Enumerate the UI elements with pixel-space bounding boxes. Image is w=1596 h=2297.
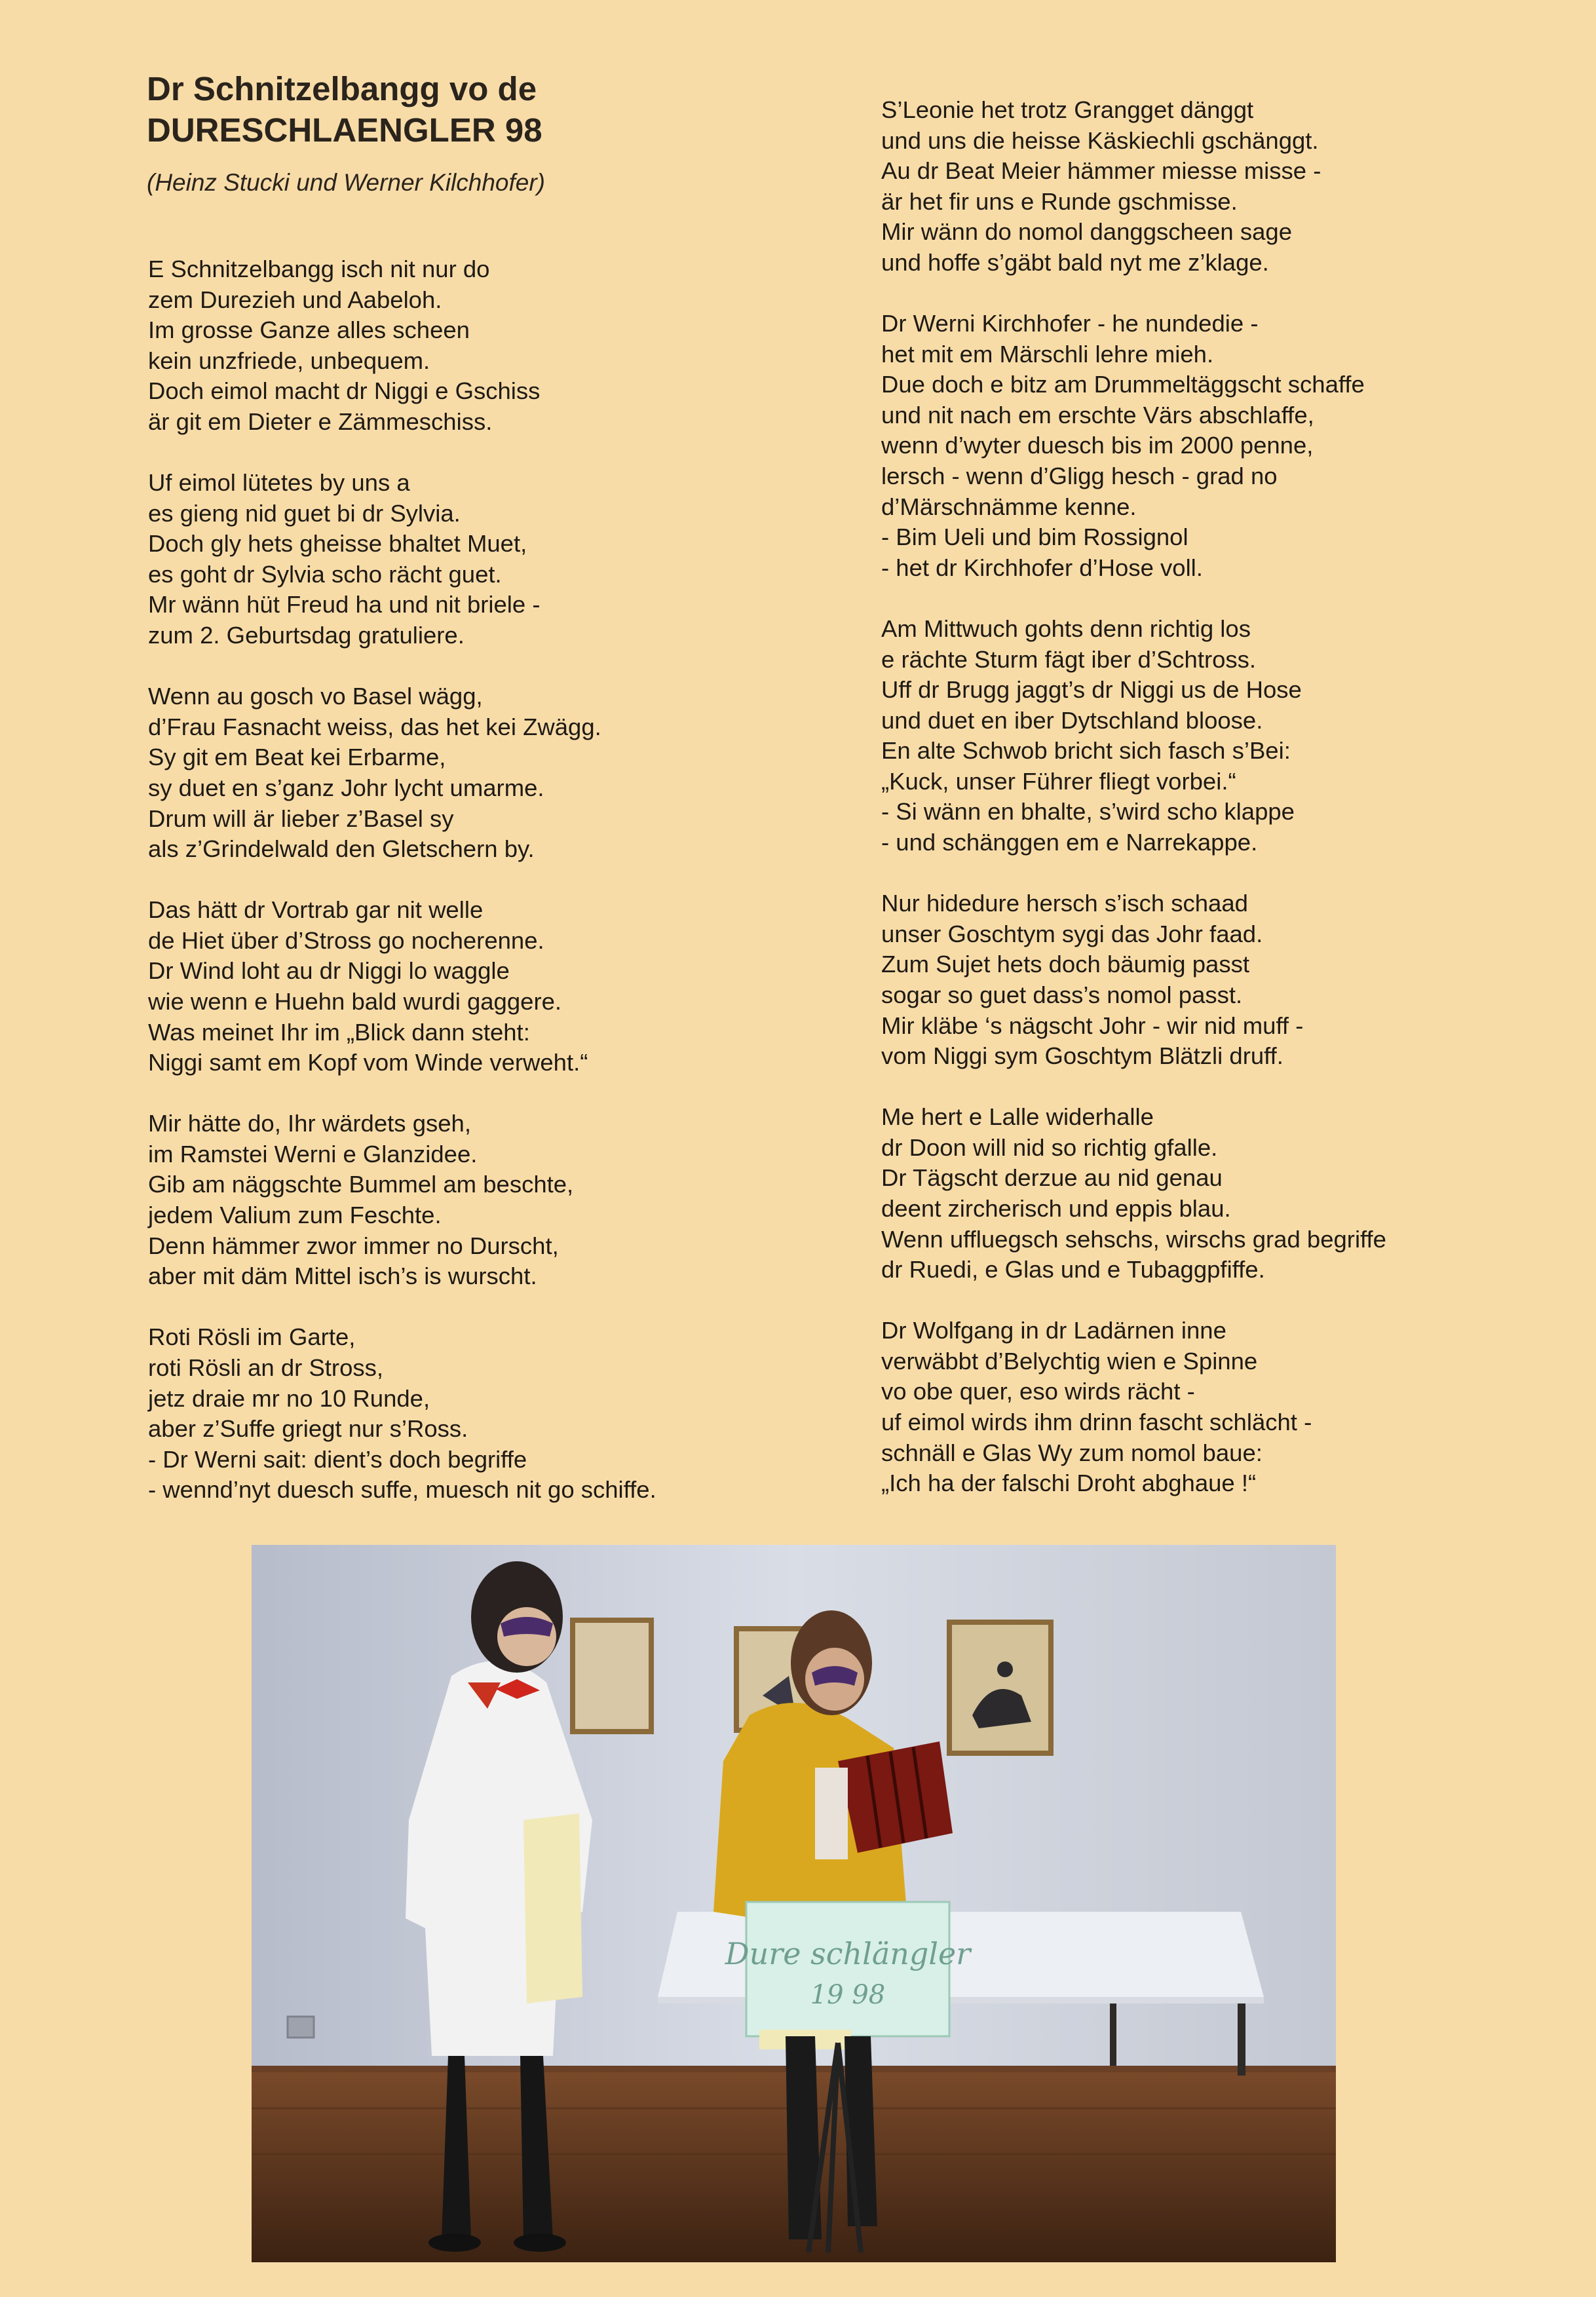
verse-line: S’Leonie het trotz Grangget dänggt bbox=[881, 96, 1254, 123]
verse-line: dr Ruedi, e Glas und e Tubaggpfiffe. bbox=[881, 1256, 1265, 1283]
verse-line: - und schänggen em e Narrekappe. bbox=[881, 829, 1258, 856]
right-stanza bbox=[881, 1316, 1536, 1499]
verse-line: aber mit däm Mittel isch’s is wurscht. bbox=[148, 1262, 537, 1290]
verse-line: Doch gly hets gheisse bhaltet Muet, bbox=[148, 530, 527, 558]
verse-line: sy duet en s’ganz Johr lycht umarme. bbox=[148, 774, 544, 801]
verse-line: är het fir uns e Runde gschmisse. bbox=[881, 187, 1238, 215]
verse-line: Wenn au gosch vo Basel wägg, bbox=[148, 683, 483, 710]
verse-line: Dr Werni Kirchhofer - he nundedie - bbox=[881, 310, 1259, 337]
sign-text-1: Dure schlängler bbox=[725, 1936, 971, 1971]
verse-line: jedem Valium zum Feschte. bbox=[148, 1202, 442, 1229]
verse-line: und duet en iber Dytschland bloose. bbox=[881, 706, 1263, 734]
verse-line: Roti Rösli im Garte, bbox=[148, 1323, 356, 1351]
verse-line: - Bim Ueli und bim Rossignol bbox=[881, 523, 1188, 551]
left-stanza bbox=[148, 1322, 843, 1506]
verse-line: - Dr Werni sait: dient’s doch begriffe bbox=[148, 1445, 527, 1473]
verse-line: En alte Schwob bricht sich fasch s’Bei: bbox=[881, 737, 1291, 765]
verse-line: dr Doon will nid so richtig gfalle. bbox=[881, 1133, 1218, 1161]
verse-line: Zum Sujet hets doch bäumig passt bbox=[881, 951, 1249, 978]
verse-line: Dr Wind loht au dr Niggi lo waggle bbox=[148, 957, 510, 985]
verse-line: Mir wänn do nomol danggscheen sage bbox=[881, 218, 1292, 246]
verse-line: Im grosse Ganze alles scheen bbox=[148, 316, 470, 344]
right-stanza bbox=[881, 1102, 1536, 1285]
verse-line: im Ramstei Werni e Glanzidee. bbox=[148, 1140, 478, 1167]
verse-line: lersch - wenn d’Gligg hesch - grad no bbox=[881, 463, 1278, 490]
performance-photo bbox=[252, 1545, 1336, 2262]
verse-line: - het dr Kirchhofer d’Hose voll. bbox=[881, 554, 1203, 581]
verse-line: Was meinet Ihr im „Blick dann steht: bbox=[148, 1018, 530, 1046]
verse-line: wenn d’wyter duesch bis im 2000 penne, bbox=[881, 432, 1314, 459]
verse-line: zem Durezieh und Aabeloh. bbox=[148, 286, 442, 313]
verse-line: är git em Dieter e Zämmeschiss. bbox=[148, 408, 493, 435]
sign-text-2: 19 98 bbox=[810, 1980, 886, 2010]
verse-line: e rächte Sturm fägt iber d’Schtross. bbox=[881, 645, 1257, 673]
left-stanza bbox=[148, 1109, 843, 1292]
verse-line: vom Niggi sym Goschtym Blätzli druff. bbox=[881, 1042, 1283, 1070]
verse-line: Mir kläbe ‘s nägscht Johr - wir nid muff - bbox=[881, 1012, 1304, 1039]
verse-line: und nit nach em erschte Värs abschlaffe, bbox=[881, 401, 1314, 428]
verse-line: „Kuck, unser Führer fliegt vorbei.“ bbox=[881, 767, 1236, 795]
verse-line: und hoffe s’gäbt bald nyt me z’klage. bbox=[881, 248, 1269, 276]
left-stanza bbox=[148, 895, 843, 1078]
verse-line: verwäbbt d’Belychtig wien e Spinne bbox=[881, 1347, 1258, 1375]
verse-line: Doch eimol macht dr Niggi e Gschiss bbox=[148, 377, 541, 405]
verse-line: sogar so guet dass’s nomol passt. bbox=[881, 981, 1243, 1008]
verse-line: Nur hidedure hersch s’isch schaad bbox=[881, 890, 1248, 917]
verse-line: E Schnitzelbangg isch nit nur do bbox=[148, 256, 490, 282]
verse-line: - Si wänn en bhalte, s’wird scho klappe bbox=[881, 798, 1295, 826]
verse-line: jetz draie mr no 10 Runde, bbox=[148, 1384, 430, 1412]
verse-line: Mr wänn hüt Freud ha und nit briele - bbox=[148, 591, 541, 618]
verse-line: d’Märschnämme kenne. bbox=[881, 493, 1137, 520]
verse-line: het mit em Märschli lehre mieh. bbox=[881, 340, 1214, 368]
verse-line: Am Mittwuch gohts denn richtig los bbox=[881, 615, 1251, 642]
verse-line: Me hert e Lalle widerhalle bbox=[881, 1103, 1154, 1131]
verse-line: „Ich ha der falschi Droht abghaue !“ bbox=[881, 1470, 1257, 1497]
verse-line: de Hiet über d’Stross go nocherenne. bbox=[148, 926, 544, 954]
verse-line: und uns die heisse Käskiechli gschänggt. bbox=[881, 126, 1319, 154]
verse-line: als z’Grindelwald den Gletschern by. bbox=[148, 835, 535, 863]
authors-line: (Heinz Stucki und Werner Kilchhofer) bbox=[147, 169, 546, 196]
verse-line: vo obe quer, eso wirds rächt - bbox=[881, 1378, 1195, 1405]
title-line-2: DURESCHLAENGLER 98 bbox=[147, 111, 542, 149]
verse-line: roti Rösli an dr Stross, bbox=[148, 1354, 384, 1381]
right-verse-column bbox=[881, 95, 1536, 1529]
verse-line: zum 2. Geburtsdag gratuliere. bbox=[148, 622, 465, 649]
verse-line: wie wenn e Huehn bald wurdi gaggere. bbox=[148, 987, 562, 1015]
verse-line: deent zircherisch und eppis blau. bbox=[881, 1195, 1231, 1222]
verse-line: Denn hämmer zwor immer no Durscht, bbox=[148, 1232, 559, 1259]
verse-line: Uf eimol lütetes by uns a bbox=[148, 469, 410, 497]
left-stanza bbox=[148, 468, 843, 651]
verse-line: d’Frau Fasnacht weiss, das het kei Zwägg. bbox=[148, 713, 601, 740]
right-stanza bbox=[881, 95, 1536, 278]
verse-line: Wenn uffluegsch sehschs, wirschs grad begriffe bbox=[881, 1225, 1386, 1253]
verse-line: Due doch e bitz am Drummeltäggscht schaffe bbox=[881, 371, 1365, 398]
verse-line: Drum will är lieber z’Basel sy bbox=[148, 805, 454, 832]
verse-line: es gieng nid guet bi dr Sylvia. bbox=[148, 499, 461, 527]
document-title bbox=[147, 68, 542, 151]
title-line-1: Dr Schnitzelbangg vo de bbox=[147, 70, 537, 107]
verse-line: kein unzfriede, unbequem. bbox=[148, 347, 430, 374]
verse-line: - wennd’nyt duesch suffe, muesch nit go schiffe. bbox=[148, 1476, 656, 1504]
right-stanza bbox=[881, 309, 1536, 583]
verse-line: unser Goschtym sygi das Johr faad. bbox=[881, 920, 1263, 947]
verse-line: Gib am näggschte Bummel am beschte, bbox=[148, 1171, 574, 1198]
verse-line: Sy git em Beat kei Erbarme, bbox=[148, 744, 446, 771]
verse-line: aber z’Suffe griegt nur s’Ross. bbox=[148, 1415, 468, 1443]
verse-line: uf eimol wirds ihm drinn fascht schlächt - bbox=[881, 1409, 1312, 1436]
right-stanza bbox=[881, 888, 1536, 1072]
left-verse-column bbox=[148, 254, 843, 1536]
right-stanza bbox=[881, 614, 1536, 858]
verse-line: schnäll e Glas Wy zum nomol baue: bbox=[881, 1439, 1263, 1466]
verse-line: Mir hätte do, Ihr wärdets gseh, bbox=[148, 1110, 471, 1137]
verse-line: Dr Tägscht derzue au nid genau bbox=[881, 1164, 1223, 1192]
verse-line: es goht dr Sylvia scho rächt guet. bbox=[148, 560, 502, 588]
verse-line: Dr Wolfgang in dr Ladärnen inne bbox=[881, 1317, 1226, 1344]
verse-line: Niggi samt em Kopf vom Winde verweht.“ bbox=[148, 1049, 588, 1076]
left-stanza bbox=[148, 681, 843, 865]
verse-line: Uff dr Brugg jaggt’s dr Niggi us de Hose bbox=[881, 676, 1302, 704]
verse-line: Au dr Beat Meier hämmer miesse misse - bbox=[881, 157, 1321, 185]
verse-line: Das hätt dr Vortrab gar nit welle bbox=[148, 896, 484, 924]
left-stanza bbox=[148, 254, 843, 438]
